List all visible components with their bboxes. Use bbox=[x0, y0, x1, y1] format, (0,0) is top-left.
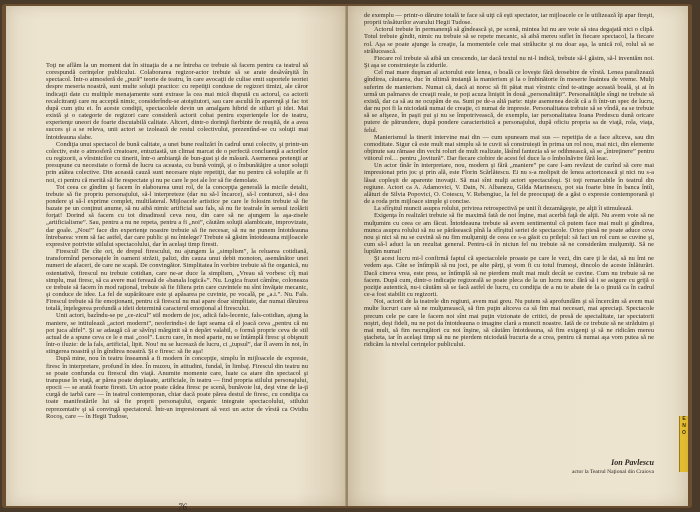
paragraph: Toţi ne aflăm la un moment dat în situaţia de a ne întreba ce trebuie să facem pentru ca teatrul să corespundă cerinţelor publicului. Colaborarea regizor-actor trebuie să se arate desăvârşită în spectacol. Într-o atmosferă de „pură” teorie de teatru, în care avocaţii de culise emit suportele teoriei despre meseria noastră, sunt multe soluţii practice: cu repetiţii conduse de regizori timizi, ale căror indicaţii date cu multiple menajamente sunt extrase la cea mai mică dispută cu actorul, ca actorii recalcitranţi care nu acceptă nimic, considerîndu-se atotştiutori, sau care ascultă în aparenţă şi fac tot după cum ştiu ei. În aceste condiţii, spectacolele devin un amalgam hibrid de stiluri şi idei. Mai există şi o categorie de regizori care consideră actorii cobai pentru experienţele lor de teatru, experienţe uneori de foarte discutabilă calitate. Altceri, dintr-o dorinţă fierbinte de reuşită, de a avea succes şi a se releva, unii actori se izolează de restul colectivului, prezentînd-se cu soluţii mai întotdeauna slabe. bbox=[46, 62, 308, 141]
paragraph: Noi, actorii de la teatrele din regiuni, avem mai greu. Nu putem să aprofundăm şi să încercăm să avem mai multe lucruri care să ne mulţumească, să fim puţin altceva ca să fim mai necesari, mai apreciaţi. Spectacole precum cele pe care le facem noi sînt mai puţin vizionate de critici, de presă de specialitate, iar spectatorii noştri, deşi fideli, nu ne pot da întotdeauna o imagine clară a muncii noastre. Iată de ce trebuie să ne străduim şi mai mult, să fim necruţători cu noi înşine, să căutăm întotdeauna, să fim exigenţi şi să ne ridicăm mereu ştacheta, iar în acelaşi timp să nu ne pierdem niciodată bucuria de a crea, pentru că numai aşa vom putea să ne ridicăm la nivelul cerinţelor publicului. bbox=[364, 298, 654, 349]
paragraph: Actorul trebuie în permanenţă să gîndească şi, pe scenă, mintea lui nu are voie să stea degajată nici o clipă. Totul trebuie gîndit, nimic nu trebuie să se repete mecanic, să aibă mereu suflet în fiecare spectacol, la fiecare rol. Aşa se poate ajunge la creaţie, la momentele cele mai strălucite şi nu doar aşa, la unică rol, rolul să se strălucească. bbox=[364, 26, 654, 55]
paragraph: Unii actori, bazîndu-se pe „ce-zicul” stil modern de joc, adică fals-lecenic, fals-cotidian, ajung la maniere, se intitulează „actori moderni”, neoferindu-i de fapt seama că el joacă ceva „pentru că nu pot juca altfel”. Şi se adaugă că ar săvîrşi mărginit să n depărt valabil, o formă proprie ceva de stil actual de a spune ceva ce le e mai „cool”. Lucru care, în mod aparte, nu se întâmplă firesc şi obişnuit într-o iluzie: de la fals, artificial, lipit. Nou! nu se lucrează de lucru, ci „tupsul”, dar îl avem în noi, în stingerea noastră şi în gîndirea noastră. Şi e firesc: să fie aşa! bbox=[46, 312, 308, 356]
paragraph: Condiţia unui spectacol de bună calitate, a unei bune realizări în cadrul unui colectiv, şi printr-un colectiv, este o atmosferă creatoare, entuziastă, un climat marcat de o perfectă concluenţă a actorilor cu regizorii, a vîrstnicilor cu tinerii, într-o ambianţă de bun-gust şi de măsură. Asemenea pretenţii ar presupune cu necesitate o formă de lucru ca aceasta, cu bună voinţă, şi o îmbunătăţire a unor soluţii prin atâtea colective. Din această cauză sunt necesare nişte repetiţii, dar nu pentru că soluţiile ar fi noi, ci pentru că merită să fie respectate şi nu pe care le pot ale lor să fie demolate. bbox=[46, 140, 308, 184]
author-signature bbox=[572, 458, 654, 475]
right-page bbox=[348, 6, 688, 506]
author-role: actor la Teatrul Naţional din Craiova bbox=[572, 469, 654, 475]
paragraph: Exigenţa în realizări trebuie să fie maximă fată de noi înşine, mai acerbă faţă de alţii. Nu avem voie să ne mulţumim cu ceea ce am făcut. Întotdeauna trebuie să avem sentimentul că putem face mai mult şi gîndirea, munca asupra rolului să nu se părăsească pînă la sfîrşitul seriei de spectacole. Orice piesă ne poate aduce ceva nou şi nici să nu se cuvină să nu fim mulţumiţi de ceea ce s-a găsit cu prilejul: să faci un rol cum se cuvine şi, cum să-l aduci la un rezultat general. Pentru-că în niciun fel nu trebuie să ne considerăm mulţumiţi. Să ne luptăm numai! bbox=[364, 212, 654, 256]
right-body-text bbox=[364, 12, 654, 348]
page-number: 76 bbox=[178, 502, 187, 512]
edge-tab-letter: O bbox=[682, 430, 686, 436]
paragraph: Tot ceea ce gîndim şi facem în elaborarea unui rol, de la concepţia generală la micile detalii, trebuie să fie propriu personajului, să-l interpreteze (dar nu să-l încarce), să-l conturezi, să-i dea pondere şi să-l exprime complet, multilateral. Mijloacele artistice pe care le folosim trebuie să fie bazate pe un conţinut anume, să nu aibă nimic artificial sau fals, să nu fie teatrale în sensul izolării forţat! Dorind să facem cu tot dinadinsul ceva nou, din care să ne ajungem la aşa-zisele „artificialisme”. Sau, pentru a nu ne repeta, pentru a fi „noi”, căutăm soluţii alambicate, improvizate, dar goale. „Nou!” face din experienţe noastre trebuie să fie necesar, să nu ne punem întotdeauna întrebarea: vrem să fac astfel, dar care public şi nu întelege? Trebuie să găsim întotdeauna mijloacele expresive potrivite stilului spectacolului, dar în acelaşi timp firesti. bbox=[46, 183, 308, 248]
paragraph: Şi acest lucru mi-l confirmă faptul că spectacolele proaste pe care le vezi, din care ţi le dai, să nu îmi ne vedem aşa. Câte se întîmplă să nu joci, pe alte părţi, şi vom fi cu totul frumoşi, dincolo de aceste înlăturări. Dacă cineva vrea, este prea, se întîmplă să ne pierdem mult mai mult decât se cuvine. Cum nu trebuie să ne facem. După cum, dintr-o indicaţie regizorală se poate pleca de la un lucru nou: fără să i se asigure cu grijă o poziţie autentică, nu-i căutăm să se facă astfel de lucru, cu condiţia de a nu te abate de la o ţinută ca în cadrul ce-a fost stabilit cu regizorii. bbox=[364, 255, 654, 299]
edge-tab-letter: E bbox=[682, 416, 686, 422]
author-name: Ion Pavlescu bbox=[611, 458, 654, 467]
paragraph: La sfîrşitul muncii asupra rolului, privirea retrospectivă pe unii îi dezamăgeşte, pe alţii îi stimulează. bbox=[374, 205, 633, 213]
page-edge-tab bbox=[679, 416, 688, 472]
paragraph: Un actor tînăr în interpretare, nou, modern şi fără „maniere” pe care l-am revăzut de curînd să cere mai impresionat prin joc şi prin ală, este Florin Scărlătescu. Ei nu s-a molipsit de lenea actoricească şi nici nu s-a lăsat copleşit de aparente inovaţii. Să mai sînt mulţi actori spectaculoşi. Și toţi remarcabile în teatrul din regiune. Actori ca A. Adamovici, V. Dain, N. Albanezu, Gilda Marinescu, pot sta foarte bine în banca întîi, alături de Silvia Popovici, O. Cotescu, V. Rebengiuc, la fel de preocupaţi de a găsi o expresie contemporană şi de a roda prin mijloace simple şi concise. bbox=[364, 162, 654, 206]
paragraph: Firescul! De cîte ori, de drepul firescului, nu ajungem la „simplism”, la reluarea cotidiană, transformînd personajele în oameni străzii, palizi, din cauza unui debit monoton, asemănător unei numeri de afaceri, de care ne scapă. De convingător. Simplitatea în vorbire trebuie să fie organică, nu ostentativă, firescul nu trebuie cotidian, care ne-ar duce la simplism, „Vreau să vorbesc cîţ mai simplu, mai firesc, să ca avere mai ferează de «banala logică»”. Nu. Logica frazei câmîne, coloneaza ce trebuie să facem în mod raţional, trebuie să fie filiera prin care cuvintele nu sînt învăţate mecanic, şi conduce de idee. La fel de supărătoare este şi apăsarea pe cuvinte, pe vocală, pe „a.i.”. Nu. Fals. Firescul trebuie să fie emoţionant, pentru că firescul nu mai apare doar simplitate, dar numai dăruirea totală, înţelegerea profundă a ideii determină caracterul emoţional al firescului. bbox=[46, 248, 308, 313]
paragraph: Cel mai mare duşman al actorului este lenea, o boală ce loveşte fără deosebire de vîrstă. Lenea paralizează gîndirea, căutarea, duc în ultimă instanţă la manierism şi la o îmbinătorie în meserie înaintea de vreme. Mulţi suferim de manierism. Numai că, dacă ai noroc să fii pătat mai vîrstnic cînd te-atinge această boală, şi ai în urmă un palmares de creaţii reale, te poţi acuza liniştit în două „personalităţi”. Personalităţile sîngi ne trebuie să există, dar ca să au ne ocupăm de ea. Sunt pe de-a altă parte: nişte asemenea decât că a fi într-un spec de lucru, dar nu pot fi la niciodată numai de creaţie, ci numai de impresie. Personalitatea trebuie să se vîndă, ea se trebuie să se afişeze, în paşii pui şi nu se împotrivească, de exemplu, iar personalitatea Ioana Predescu dună oricare putere de pătrundere, după pondere caracteristică a personajului, după oficiu propria sa de viaţă, rola, viaţa, felul. bbox=[364, 69, 654, 134]
paragraph: Manierismul la tinerii intervine mai din — cum spuneam mai sus — repetiţia de a face altceva, sau din comoditate. Sigur că este mult mai simplu să te cuvii să construieşti în prima un rol nou, mai nici, din elemente obţinute sau rămase din vechi roluri de mult realizate, lăsînd fantezia să se odihnească, să se „întreţinere” pentru viitorul rol… pentru „lovitură”. Dar fiecare ciobire de acest fel duce la o îmbolnăvire fără leac. bbox=[364, 133, 654, 163]
paragraph: După mine, nou în teatru înseamnă a fi modern în concepţie, simplu în mijloacele de expresie, firesc în interpretare, profund în idee. În muzeu, în atitudini, fundal, în limbaj. Firescul din teatru nu se poate confunda cu firescul din viaţă. Anumite momente care, luate ca atare din spectacol şi transpuse în viaţă, ar părea poate deplasate, artificiale, în teatru — find propria stilului personajului, epocii — se arată foarte firesti. Un actor poate cădea firesc pe scenă, bunăvoie lui, deşi vine de la-ţi curgă de iarbă care — în teatrul contemporan, chiar dacă poate părea destul de firesc, cu condiţia ca toate manifestările lui să fie proprii personajului, organic integrate spectacolului, stilului reprezentativ şi să convingă spectatorul. Într-un impresionant să vezi un actor de vîrstă ca Ovidiu Rocoş, care — în Hegii Tudose, bbox=[46, 355, 308, 420]
left-body-text bbox=[46, 62, 308, 420]
paragraph: de exemplu — printr-o dăruire totală te face să uiţi că eşti spectator, iar mijloacele ce le utilizează îţi apar fireşti, proprii trăsăturilor avarului Hegii Tudose. bbox=[364, 12, 654, 27]
paragraph: Fiecare rol trebuie să aibă un crescendo, iar dacă textul nu ni-l indică, trebuie să-l găsim, să-l inventăm noi. Şi aşa se construieşte la zidurile. bbox=[364, 54, 654, 70]
edge-tab-letter: N bbox=[682, 423, 686, 429]
left-page bbox=[6, 6, 346, 512]
book-spread bbox=[2, 4, 692, 512]
